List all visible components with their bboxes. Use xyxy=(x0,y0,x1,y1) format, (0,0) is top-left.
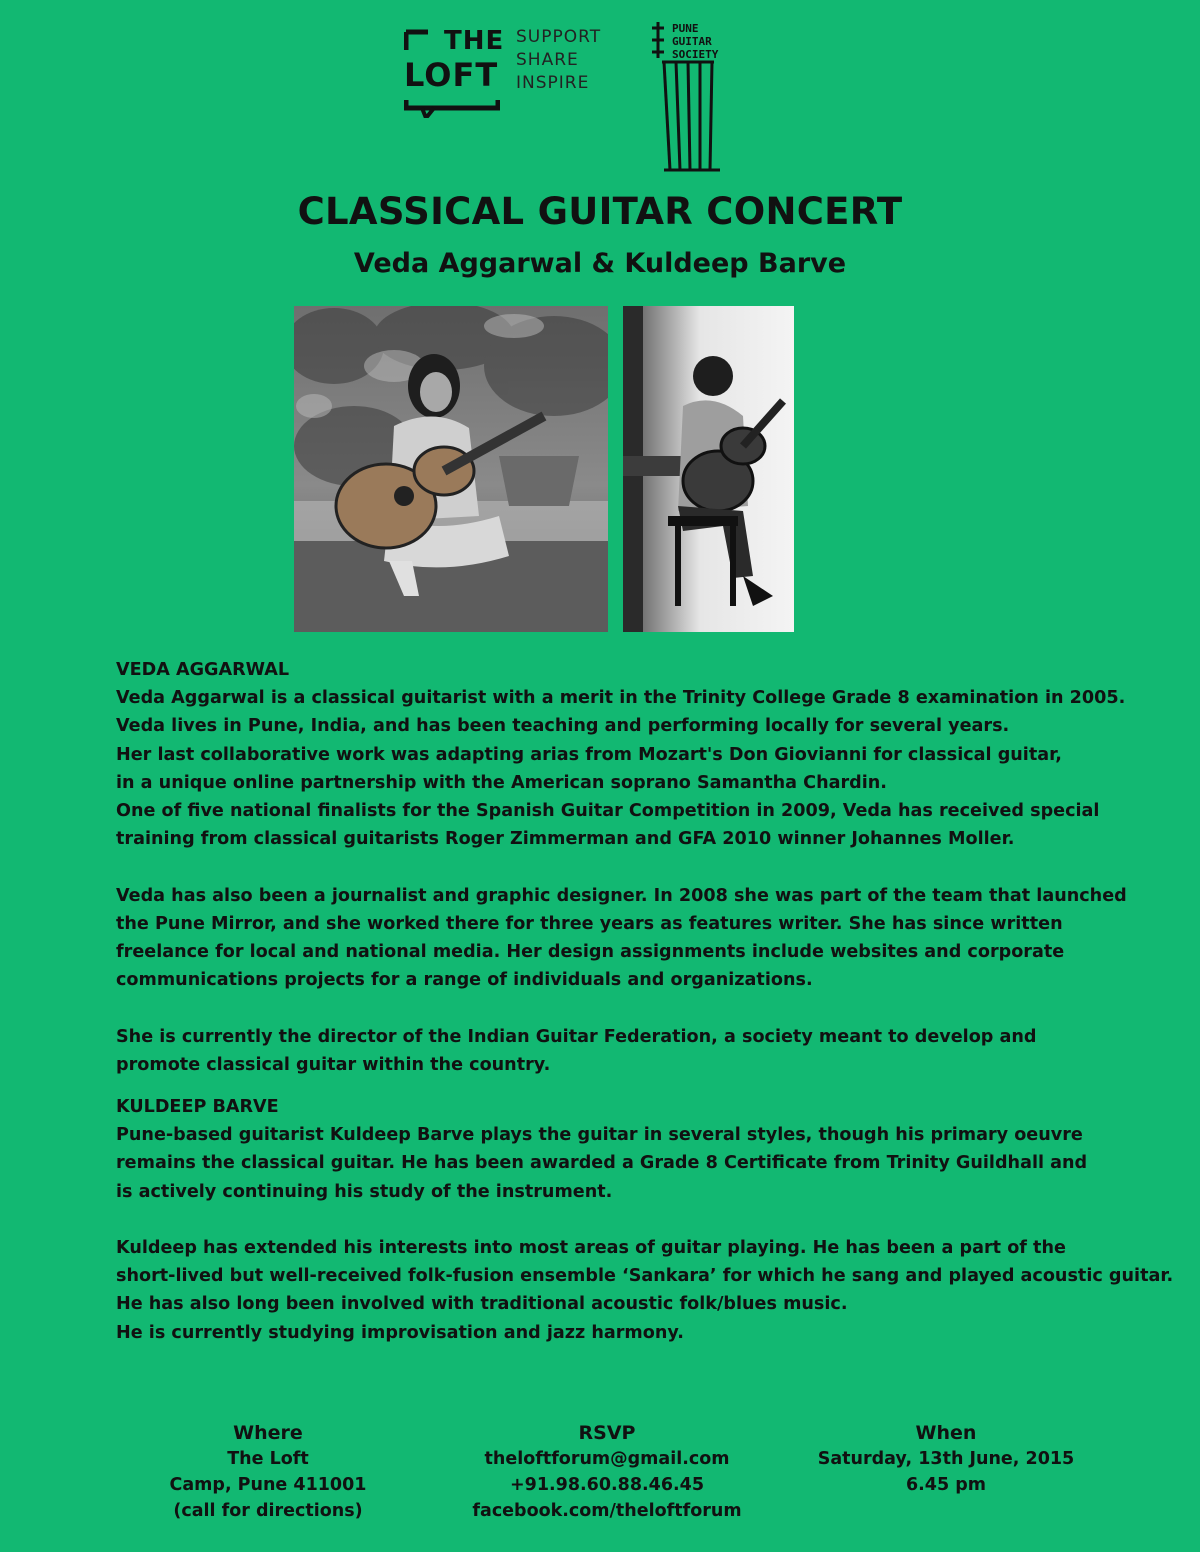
kuldeep-bio-line: Kuldeep has extended his interests into most areas of guitar playing. He has been a part of the xyxy=(116,1238,1066,1259)
where-line: The Loft xyxy=(227,1449,309,1469)
veda-bio-line: Veda has also been a journalist and graphic designer. In 2008 she was part of the team that launched xyxy=(116,885,1127,906)
when-info xyxy=(796,1420,1096,1498)
kuldeep-photo xyxy=(623,306,794,632)
page-title: CLASSICAL GUITAR CONCERT xyxy=(297,190,903,233)
pgs-line: PUNE xyxy=(672,22,699,35)
bio-section xyxy=(116,656,1196,1347)
veda-bio-line: the Pune Mirror, and she worked there for three years as features writer. She has since written xyxy=(116,913,1063,934)
where-line: Camp, Pune 411001 xyxy=(169,1475,367,1495)
veda-bio-line: in a unique online partnership with the American soprano Samantha Chardin. xyxy=(116,772,887,793)
kuldeep-bio-line: short-lived but well-received folk-fusion ensemble ‘Sankara’ for which he sang and played acoustic guitar. xyxy=(116,1266,1174,1287)
when-time: 6.45 pm xyxy=(905,1475,987,1495)
where-line: (call for directions) xyxy=(173,1501,363,1521)
veda-bio-line: She is currently the director of the Indian Guitar Federation, a society meant to develop and xyxy=(116,1026,1037,1047)
photo-veda-aggarwal-with-guitar-icon xyxy=(294,306,608,632)
rsvp-heading: RSVP xyxy=(578,1422,636,1444)
tagline-line: SHARE xyxy=(516,50,579,70)
photo-kuldeep-barve-with-guitar-icon xyxy=(623,306,794,632)
loft-logo-loft: LOFT xyxy=(404,56,499,94)
rsvp-info xyxy=(457,1420,757,1524)
pgs-logo-text xyxy=(672,22,718,61)
page-subtitle: Veda Aggarwal & Kuldeep Barve xyxy=(353,248,847,279)
veda-bio-line: promote classical guitar within the country. xyxy=(116,1054,551,1075)
veda-bio-line: Veda Aggarwal is a classical guitarist with a merit in the Trinity College Grade 8 examination in 2005. xyxy=(116,688,1126,709)
when-heading: When xyxy=(915,1422,977,1444)
loft-tagline xyxy=(516,26,601,95)
pgs-line: GUITAR xyxy=(672,35,712,48)
veda-bio-line: freelance for local and national media. Her design assignments include websites and corporate xyxy=(116,942,1065,963)
kuldeep-bio-line: He is currently studying improvisation and jazz harmony. xyxy=(116,1322,684,1343)
veda-bio-line: One of five national finalists for the Spanish Guitar Competition in 2009, Veda has received special xyxy=(116,801,1100,822)
veda-bio-line: communications projects for a range of individuals and organizations. xyxy=(116,970,813,991)
kuldeep-bio-line: Pune-based guitarist Kuldeep Barve plays the guitar in several styles, though his primary oeuvre xyxy=(116,1125,1083,1146)
tagline-line: SUPPORT xyxy=(516,27,602,47)
where-heading: Where xyxy=(233,1422,303,1444)
veda-heading: VEDA AGGARWAL xyxy=(116,660,290,680)
rsvp-phone: +91.98.60.88.46.45 xyxy=(509,1475,705,1495)
veda-bio-line: training from classical guitarists Roger Zimmerman and GFA 2010 winner Johannes Moller. xyxy=(116,829,1015,850)
tagline-line: INSPIRE xyxy=(516,73,590,93)
where-info xyxy=(118,1420,418,1524)
kuldeep-bio-line: remains the classical guitar. He has been awarded a Grade 8 Certificate from Trinity Guildhall and xyxy=(116,1153,1088,1174)
loft-logo-the: THE xyxy=(444,26,505,56)
when-date: Saturday, 13th June, 2015 xyxy=(817,1449,1075,1469)
kuldeep-bio-line: is actively continuing his study of the instrument. xyxy=(116,1181,613,1202)
veda-photo xyxy=(294,306,608,632)
rsvp-email[interactable]: theloftforum@gmail.com xyxy=(484,1449,730,1469)
rsvp-facebook[interactable]: facebook.com/theloftforum xyxy=(472,1501,742,1521)
kuldeep-heading: KULDEEP BARVE xyxy=(116,1097,279,1118)
kuldeep-bio-line: He has also long been involved with traditional acoustic folk/blues music. xyxy=(116,1294,848,1315)
pgs-line: SOCIETY xyxy=(672,48,719,61)
veda-bio-line: Veda lives in Pune, India, and has been teaching and performing locally for several years. xyxy=(116,716,1010,737)
veda-bio-line: Her last collaborative work was adapting arias from Mozart's Don Giovianni for classical guitar, xyxy=(116,744,1062,765)
